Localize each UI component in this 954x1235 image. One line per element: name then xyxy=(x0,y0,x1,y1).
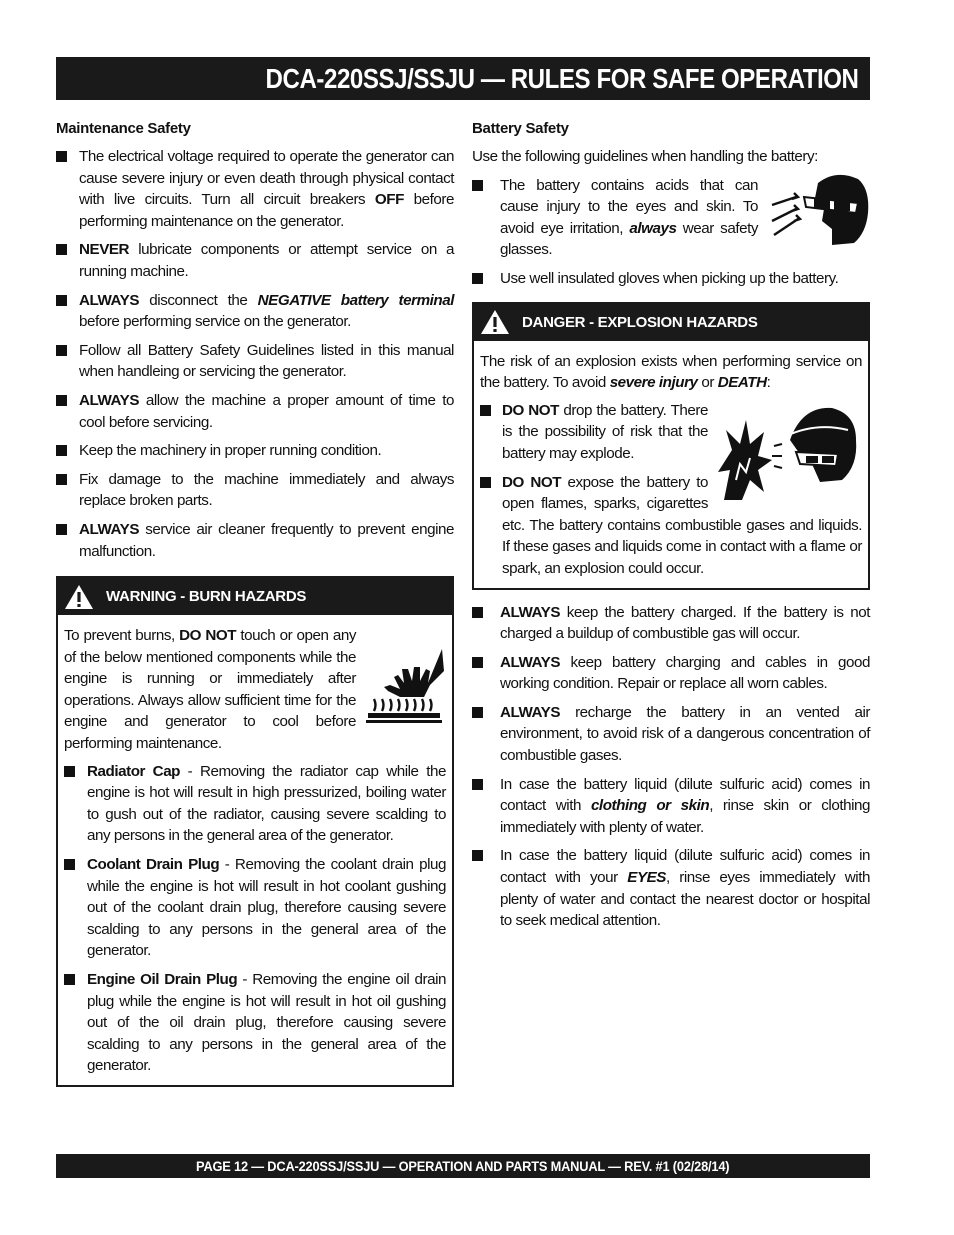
hot-surface-hand-icon xyxy=(364,647,446,729)
list-item: The electrical voltage required to operate the generator can cause severe injury or even death through physical contact with live circuits. Turn all circuit breakers OFF before performing maintenance on the generator. xyxy=(56,146,454,232)
list-item: Fix damage to the machine immediately and always replace broken parts. xyxy=(56,469,454,512)
danger-list xyxy=(480,400,862,580)
bullet-square-icon xyxy=(56,345,67,356)
warning-triangle-icon xyxy=(480,309,510,335)
warning-list xyxy=(64,761,446,1077)
bullet-square-icon xyxy=(56,474,67,485)
bullet-square-icon xyxy=(56,151,67,162)
list-item: ALWAYS allow the machine a proper amount of time to cool before servicing. xyxy=(56,390,454,433)
danger-intro: The risk of an explosion exists when performing service on the battery. To avoid severe injury or DEATH: xyxy=(480,352,862,392)
bullet-square-icon xyxy=(472,657,483,668)
maintenance-list xyxy=(56,146,454,562)
warning-header: WARNING - BURN HAZARDS xyxy=(58,578,452,615)
maintenance-heading: Maintenance Safety xyxy=(56,120,191,137)
list-item: The battery contains acids that can cause injury to the eyes and skin. To avoid eye irritation, always wear safety glasses. xyxy=(472,175,870,261)
bullet-square-icon xyxy=(472,273,483,284)
bullet-square-icon xyxy=(64,766,75,777)
bullet-square-icon xyxy=(472,779,483,790)
list-item: ALWAYS disconnect the NEGATIVE battery terminal before performing service on the generator. xyxy=(56,290,454,333)
page-title-bar xyxy=(56,57,870,100)
danger-header: DANGER - EXPLOSION HAZARDS xyxy=(474,304,868,341)
danger-explosion-box xyxy=(472,302,870,590)
page-footer xyxy=(56,1154,870,1178)
right-column xyxy=(472,120,870,939)
list-item: DO NOT drop the battery. There is the possibility of risk that the battery may explode. xyxy=(480,400,862,465)
list-item: Engine Oil Drain Plug - Removing the engine oil drain plug while the engine is hot will result in hot oil gushing out of the oil drain plug, therefore causing severe scalding to any persons in the general area of the generator. xyxy=(64,969,446,1077)
safety-glasses-icon xyxy=(766,173,870,249)
danger-body xyxy=(474,341,868,588)
page-title: DCA-220SSJ/SSJU — RULES FOR SAFE OPERATION xyxy=(265,62,858,94)
bullet-square-icon xyxy=(480,405,491,416)
list-item: Radiator Cap - Removing the radiator cap while the engine is hot will result in high pressurized, boiling water to gush out of the radiator, causing severe scalding to any persons in the general area of the generator. xyxy=(64,761,446,847)
bullet-square-icon xyxy=(56,524,67,535)
list-item: ALWAYS recharge the battery in an vented air environment, to avoid risk of a dangerous concentration of combustible gases. xyxy=(472,702,870,767)
list-item: ALWAYS keep the battery charged. If the battery is not charged a buildup of combustible gas will occur. xyxy=(472,602,870,645)
bullet-square-icon xyxy=(64,859,75,870)
warning-body xyxy=(58,615,452,1085)
battery-intro: Use the following guidelines when handling the battery: xyxy=(472,148,818,165)
list-item: ALWAYS keep battery charging and cables in good working condition. Repair or replace all worn cables. xyxy=(472,652,870,695)
battery-list xyxy=(472,175,870,290)
list-item: In case the battery liquid (dilute sulfuric acid) comes in contact with your EYES, rinse eyes immediately with plenty of water and contact the nearest doctor or hospital to seek medical attention. xyxy=(472,845,870,931)
bullet-square-icon xyxy=(56,395,67,406)
bullet-square-icon xyxy=(472,180,483,191)
bullet-square-icon xyxy=(472,850,483,861)
warning-burn-box xyxy=(56,576,454,1087)
bullet-square-icon xyxy=(480,477,491,488)
bullet-square-icon xyxy=(472,707,483,718)
list-item: Coolant Drain Plug - Removing the coolant drain plug while the engine is hot will result in hot coolant gushing out of the coolant drain plug, therefore causing severe scalding to any persons in the general area of the generator. xyxy=(64,854,446,962)
left-column xyxy=(56,120,454,1087)
list-item: DO NOT expose the battery to open flames, sparks, cigarettes etc. The battery contains combustible gases and liquids. If these gases and liquids come in contact with a flame or spark, an explosion could occur. xyxy=(480,472,862,580)
list-item: Keep the machinery in proper running condition. xyxy=(56,440,454,462)
footer-text: PAGE 12 — DCA-220SSJ/SSJU — OPERATION AND PARTS MANUAL — REV. #1 (02/28/14) xyxy=(196,1158,730,1174)
bullet-square-icon xyxy=(472,607,483,618)
warning-intro: To prevent burns, DO NOT touch or open any of the below mentioned components while the engine is running or immediately after operations. Always allow sufficient time for the engine and generator to cool before performing maintenance. xyxy=(64,625,446,755)
battery-heading: Battery Safety xyxy=(472,120,569,137)
battery-more-list xyxy=(472,602,870,932)
list-item: Use well insulated gloves when picking up the battery. xyxy=(472,268,870,290)
list-item: Follow all Battery Safety Guidelines listed in this manual when handleing or servicing the generator. xyxy=(56,340,454,383)
bullet-square-icon xyxy=(56,445,67,456)
list-item: In case the battery liquid (dilute sulfuric acid) comes in contact with clothing or skin, rinse skin or clothing immediately with plenty of water. xyxy=(472,774,870,839)
list-item: NEVER lubricate components or attempt service on a running machine. xyxy=(56,239,454,282)
warning-triangle-icon xyxy=(64,584,94,610)
bullet-square-icon xyxy=(56,244,67,255)
bullet-square-icon xyxy=(56,295,67,306)
bullet-square-icon xyxy=(64,974,75,985)
list-item: ALWAYS service air cleaner frequently to prevent engine malfunction. xyxy=(56,519,454,562)
